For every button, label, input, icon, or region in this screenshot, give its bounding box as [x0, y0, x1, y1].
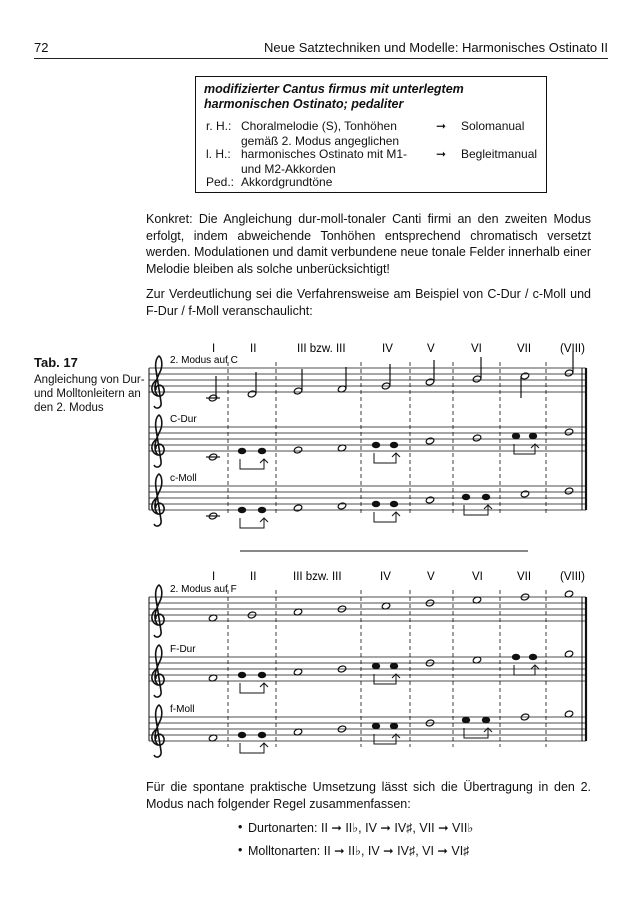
bullet-icon: • — [238, 843, 243, 857]
paragraph-concrete: Konkret: Die Angleichung dur-moll-tonaler Canti firmi an den zweiten Modus erfolgt, indem abweichende Tonhöhen entsprechend chromatisch versetzt werden. Modulationen und damit verbundene neue tonale Felder innerhalb einer Melodie bleiben als solche unberücksichtigt! — [146, 212, 591, 276]
staff-f-major — [149, 657, 586, 681]
staff-label: 2. Modus auf F — [170, 584, 237, 595]
registration-box — [195, 76, 547, 193]
bullet-rule: II ➞ II♭, IV ➞ IV♯, VII ➞ VII♭ — [320, 821, 474, 835]
box-row-target: Solomanual — [461, 119, 525, 133]
box-row-key: r. H.: — [206, 119, 232, 133]
degree-label: III bzw. III — [293, 571, 342, 583]
treble-clef-icon — [152, 585, 164, 637]
bullet-major-keys — [238, 820, 474, 835]
alteration-brackets-2 — [240, 665, 539, 753]
degree-row-1 — [212, 343, 585, 355]
staff-c-major — [149, 427, 586, 451]
degree-label: VI — [472, 571, 483, 583]
box-row-target: Begleitmanual — [461, 147, 538, 161]
notation-figure — [0, 330, 640, 770]
bullet-label: Molltonarten: — [248, 844, 321, 858]
box-row-key: l. H.: — [206, 147, 231, 161]
degree-label: I — [212, 343, 216, 355]
degree-label: (VIII) — [560, 343, 585, 355]
degree-label: (VIII) — [560, 571, 585, 583]
paragraph-rule-intro: Für die spontane praktische Umsetzung lässt sich die Übertragung in den 2. Modus nach folgender Regel zusammenfassen: — [146, 780, 591, 811]
paragraph-illustration: Zur Verdeutlichung sei die Verfahrensweise am Beispiel von C-Dur / c-Moll und F-Dur / f-Moll veranschaulicht: — [146, 287, 591, 318]
treble-clef-icon — [152, 356, 164, 408]
degree-label: VII — [517, 343, 532, 355]
degree-label: I — [212, 571, 216, 583]
table-caption: Angleichung von Dur- und Molltonleitern an den 2. Modus — [34, 374, 145, 414]
degree-label: V — [427, 343, 435, 355]
arrow-icon: ➞ — [436, 147, 447, 161]
staff-label: C-Dur — [170, 414, 197, 425]
arrow-icon: ➞ — [436, 119, 447, 133]
treble-clef-icon — [152, 645, 164, 697]
table-label: Tab. 17 — [34, 355, 78, 370]
staff-f-minor — [149, 717, 586, 741]
running-title: Neue Satztechniken und Modelle: Harmonisches Ostinato II — [264, 40, 608, 55]
staff-label: f-Moll — [170, 704, 195, 715]
degree-label: V — [427, 571, 435, 583]
staff-mode2-f — [149, 597, 586, 621]
notes-block-2 — [208, 590, 573, 742]
treble-clef-icon — [152, 474, 164, 526]
degree-label: IV — [380, 571, 391, 583]
bullet-minor-keys — [238, 843, 470, 858]
staff-label: F-Dur — [170, 644, 196, 655]
degree-label: VII — [517, 571, 532, 583]
box-row-value: Choralmelodie (S), Tonhöhen gemäß 2. Modus angeglichen — [241, 119, 400, 148]
degree-label: IV — [382, 343, 393, 355]
box-row-value: Akkordgrundtöne — [241, 175, 333, 189]
degree-label: II — [250, 571, 257, 583]
degree-label: VI — [471, 343, 482, 355]
treble-clef-icon — [152, 705, 164, 757]
bullet-icon: • — [238, 820, 243, 834]
notes-block-1 — [206, 351, 574, 520]
staff-label: 2. Modus auf C — [170, 355, 238, 366]
degree-row-2 — [212, 571, 585, 583]
bullet-rule: II ➞ II♭, IV ➞ IV♯, VI ➞ VI♯ — [323, 844, 470, 858]
degree-label: II — [250, 343, 257, 355]
header-rule — [34, 58, 608, 59]
box-row-key: Ped.: — [206, 175, 235, 189]
staff-label: c-Moll — [170, 473, 197, 484]
staff-c-minor — [149, 486, 586, 510]
box-row-value: harmonisches Ostinato mit M1- und M2-Akkorden — [241, 147, 408, 176]
treble-clef-icon — [152, 415, 164, 467]
box-title: modifizierter Cantus firmus mit unterlegtem harmonischen Ostinato; pedaliter — [204, 82, 464, 111]
box-row-pedal — [196, 175, 546, 191]
staff-block-2 — [149, 590, 586, 747]
bullet-label: Durtonarten: — [248, 821, 318, 835]
degree-label: III bzw. III — [297, 343, 346, 355]
page-number: 72 — [34, 40, 49, 55]
